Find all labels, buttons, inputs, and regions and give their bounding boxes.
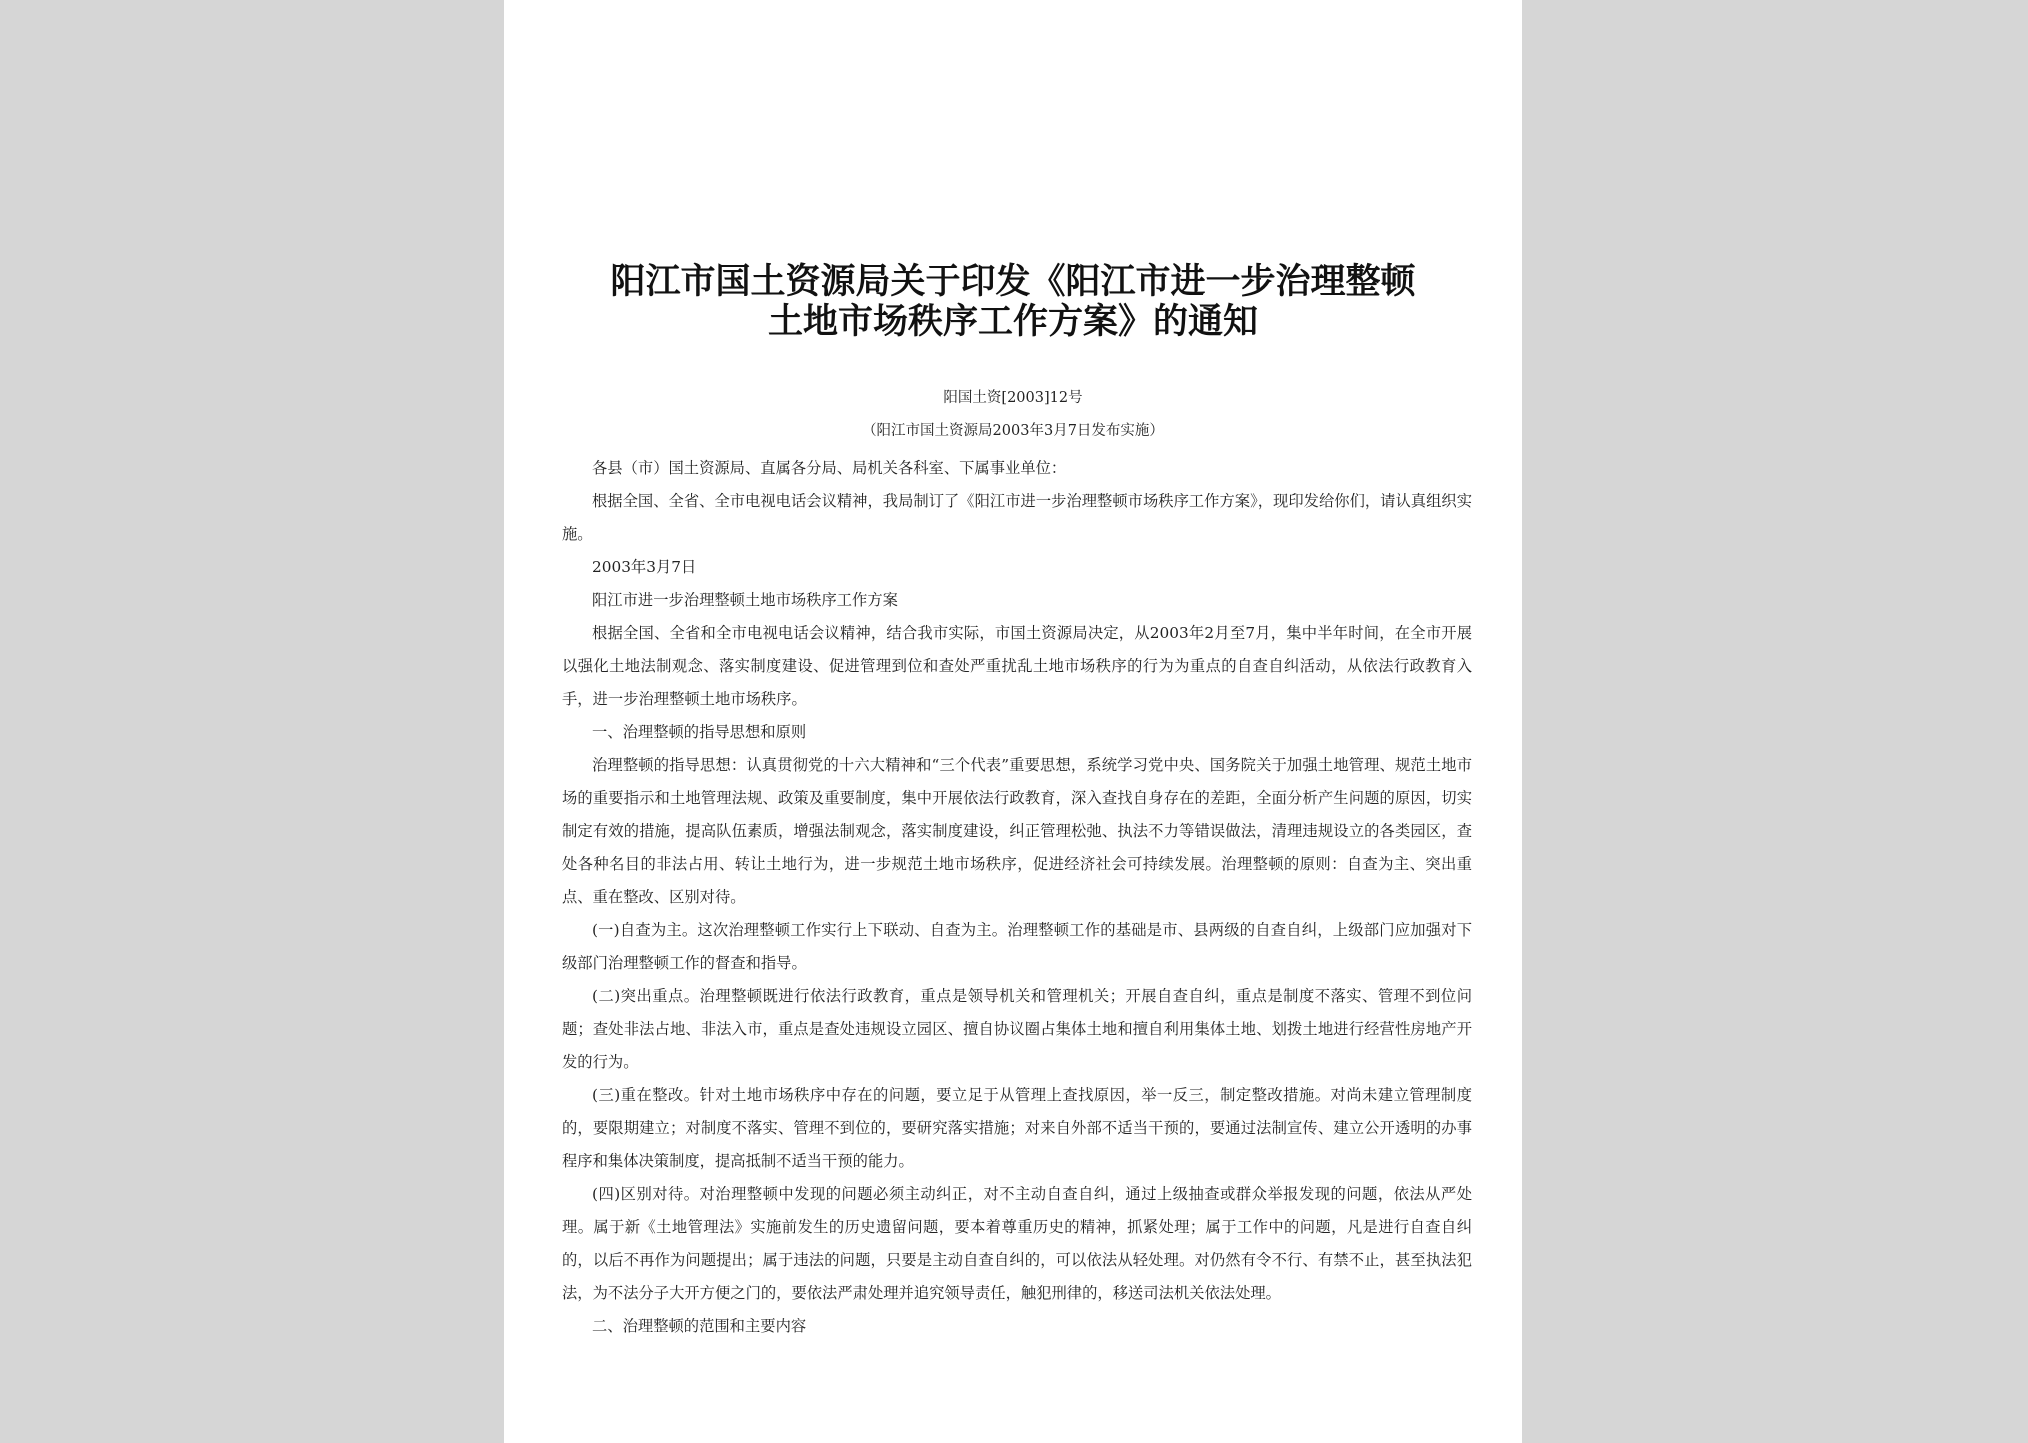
paragraph: (二)突出重点。治理整顿既进行依法行政教育，重点是领导机关和管理机关；开展自查自纠，重点是制度不落实、管理不到位问题；查处非法占地、非法入市，重点是查处违规设立园区、擅自协议圈占集体土地和擅自利用集体土地、划拨土地进行经营性房地产开发的行为。 [562, 987, 1472, 1071]
paragraph-plan-title: 阳江市进一步治理整顿土地市场秩序工作方案 [592, 591, 898, 609]
title-line-1: 阳江市国土资源局关于印发《阳江市进一步治理整顿 [610, 261, 1416, 302]
paragraph: (四)区别对待。对治理整顿中发现的问题必须主动纠正，对不主动自查自纠，通过上级抽查或群众举报发现的问题，依法从严处理。属于新《土地管理法》实施前发生的历史遗留问题，要本着尊重历史的精神，抓紧处理；属于工作中的问题，凡是进行自查自纠的，以后不再作为问题提出；属于违法的问题，只要是主动自查自纠的，可以依法从轻处理。对仍然有令不行、有禁不止，甚至执法犯法，为不法分子大开方便之门的，要依法严肃处理并追究领导责任，触犯刑律的，移送司法机关依法处理。 [562, 1185, 1472, 1302]
document-page [504, 0, 1522, 1443]
document-number: 阳国土资[2003]12号 [943, 390, 1083, 406]
paragraph: 治理整顿的指导思想：认真贯彻党的十六大精神和“三个代表”重要思想，系统学习党中央、国务院关于加强土地管理、规范土地市场的重要指示和土地管理法规、政策及重要制度，集中开展依法行政教育，深入查找自身存在的差距，全面分析产生问题的原因，切实制定有效的措施，提高队伍素质，增强法制观念，落实制度建设，纠正管理松弛、执法不力等错误做法，清理违规设立的各类园区，查处各种名目的非法占用、转让土地行为，进一步规范土地市场秩序，促进经济社会可持续发展。治理整顿的原则：自查为主、突出重点、重在整改、区别对待。 [562, 756, 1472, 906]
issued-note: （阳江市国土资源局2003年3月7日发布实施） [862, 423, 1164, 439]
document-title [504, 262, 1522, 342]
section-heading: 一、治理整顿的指导思想和原则 [592, 723, 807, 741]
paragraph: 根据全国、全省、全市电视电话会议精神，我局制订了《阳江市进一步治理整顿市场秩序工作方案》，现印发给你们，请认真组织实施。 [562, 492, 1472, 543]
section-heading: 二、治理整顿的范围和主要内容 [592, 1317, 807, 1335]
paragraph-date: 2003年3月7日 [592, 558, 697, 576]
paragraph: (一)自查为主。这次治理整顿工作实行上下联动、自查为主。治理整顿工作的基础是市、县两级的自查自纠，上级部门应加强对下级部门治理整顿工作的督查和指导。 [562, 921, 1472, 972]
paragraph: (三)重在整改。针对土地市场秩序中存在的问题，要立足于从管理上查找原因，举一反三，制定整改措施。对尚未建立管理制度的，要限期建立；对制度不落实、管理不到位的，要研究落实措施；对来自外部不适当干预的，要通过法制宣传、建立公开透明的办事程序和集体决策制度，提高抵制不适当干预的能力。 [562, 1086, 1472, 1170]
document-body [562, 452, 1472, 1343]
paragraph: 根据全国、全省和全市电视电话会议精神，结合我市实际，市国土资源局决定，从2003年2月至7月，集中半年时间，在全市开展以强化土地法制观念、落实制度建设、促进管理到位和查处严重扰乱土地市场秩序的行为为重点的自查自纠活动，从依法行政教育入手，进一步治理整顿土地市场秩序。 [562, 624, 1472, 708]
title-line-2: 土地市场秩序工作方案》的通知 [767, 301, 1258, 342]
paragraph-addressee: 各县（市）国土资源局、直属各分局、局机关各科室、下属事业单位： [592, 459, 1067, 477]
